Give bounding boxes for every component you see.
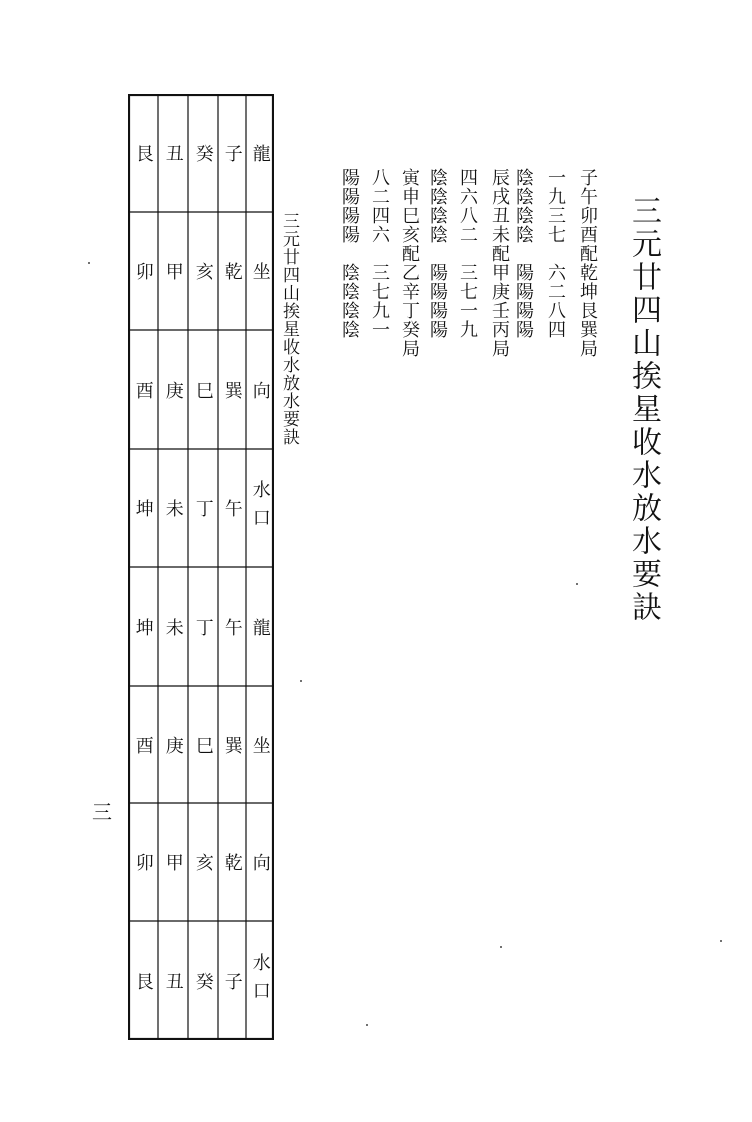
scan-speck — [576, 583, 578, 585]
table-cell: 亥 — [192, 262, 214, 280]
table-header-cell: 向 — [249, 380, 271, 399]
table-cell: 癸 — [192, 971, 214, 990]
table-header-cell: 坐 — [249, 735, 271, 754]
scan-speck — [500, 946, 502, 948]
table-cell: 卯 — [132, 262, 154, 280]
page-title: 三元廿四山挨星收水放水要訣 — [626, 195, 661, 624]
table-cell: 艮 — [132, 144, 154, 162]
table-cell: 甲 — [162, 262, 184, 280]
table-cell: 坤 — [132, 499, 154, 517]
note-line-5: 四六八二 三七一九 — [457, 168, 478, 339]
table-cell: 乾 — [221, 853, 243, 871]
table-cell: 未 — [162, 499, 184, 517]
note-line-7: 寅申巳亥配乙辛丁癸局 — [399, 168, 420, 358]
table-caption: 三元廿四山挨星收水放水要訣 — [279, 212, 299, 446]
table-cell: 子 — [221, 971, 243, 990]
table-cell: 甲 — [162, 853, 184, 871]
table-cell: 巳 — [192, 735, 214, 754]
table-cell: 巽 — [221, 735, 243, 754]
mountain-table — [128, 94, 274, 1040]
table-cell: 巳 — [192, 380, 214, 399]
scan-speck — [300, 680, 302, 682]
table-cell: 亥 — [192, 853, 214, 871]
table-header-cell: 水口 — [249, 480, 271, 536]
note-line-2: 一九三七 六二八四 — [545, 168, 566, 339]
note-line-6: 陰陰陰陰 陽陽陽陽 — [427, 168, 448, 339]
table-cell: 坤 — [132, 617, 154, 636]
table-header-cell: 向 — [249, 853, 271, 871]
table-cell: 巽 — [221, 380, 243, 399]
scan-speck — [366, 1024, 368, 1026]
table-cell: 酉 — [132, 735, 154, 754]
table-cell: 子 — [221, 144, 243, 162]
scan-speck — [88, 262, 90, 264]
table-cell: 午 — [221, 617, 243, 636]
table-cell: 丑 — [162, 144, 184, 162]
table-cell: 未 — [162, 617, 184, 636]
scan-speck — [720, 940, 722, 942]
note-line-1: 子午卯酉配乾坤艮巽局 — [577, 168, 598, 358]
table-header-cell: 水口 — [249, 952, 271, 1009]
table-cell: 艮 — [132, 971, 154, 990]
table-cell: 午 — [221, 499, 243, 517]
table-cell: 庚 — [162, 380, 184, 399]
note-line-4: 辰戌丑未配甲庚壬丙局 — [489, 168, 510, 358]
note-line-8: 八二四六 三七九一 — [369, 168, 390, 339]
table-cell: 丁 — [192, 617, 214, 636]
table-cell: 癸 — [192, 144, 214, 162]
table-cell: 乾 — [221, 262, 243, 280]
table-header-cell: 坐 — [249, 262, 271, 280]
table-cell: 丑 — [162, 971, 184, 990]
note-line-3: 陰陰陰陰 陽陽陽陽 — [513, 168, 534, 339]
table-cell: 庚 — [162, 735, 184, 754]
table-cell: 卯 — [132, 853, 154, 871]
table-cell: 酉 — [132, 380, 154, 399]
table-header-cell: 龍 — [249, 144, 271, 162]
note-line-9: 陽陽陽陽 陰陰陰陰 — [339, 168, 360, 339]
table-header-cell: 龍 — [249, 617, 271, 636]
page-number: 三 — [92, 800, 112, 824]
table-cell: 丁 — [192, 499, 214, 517]
